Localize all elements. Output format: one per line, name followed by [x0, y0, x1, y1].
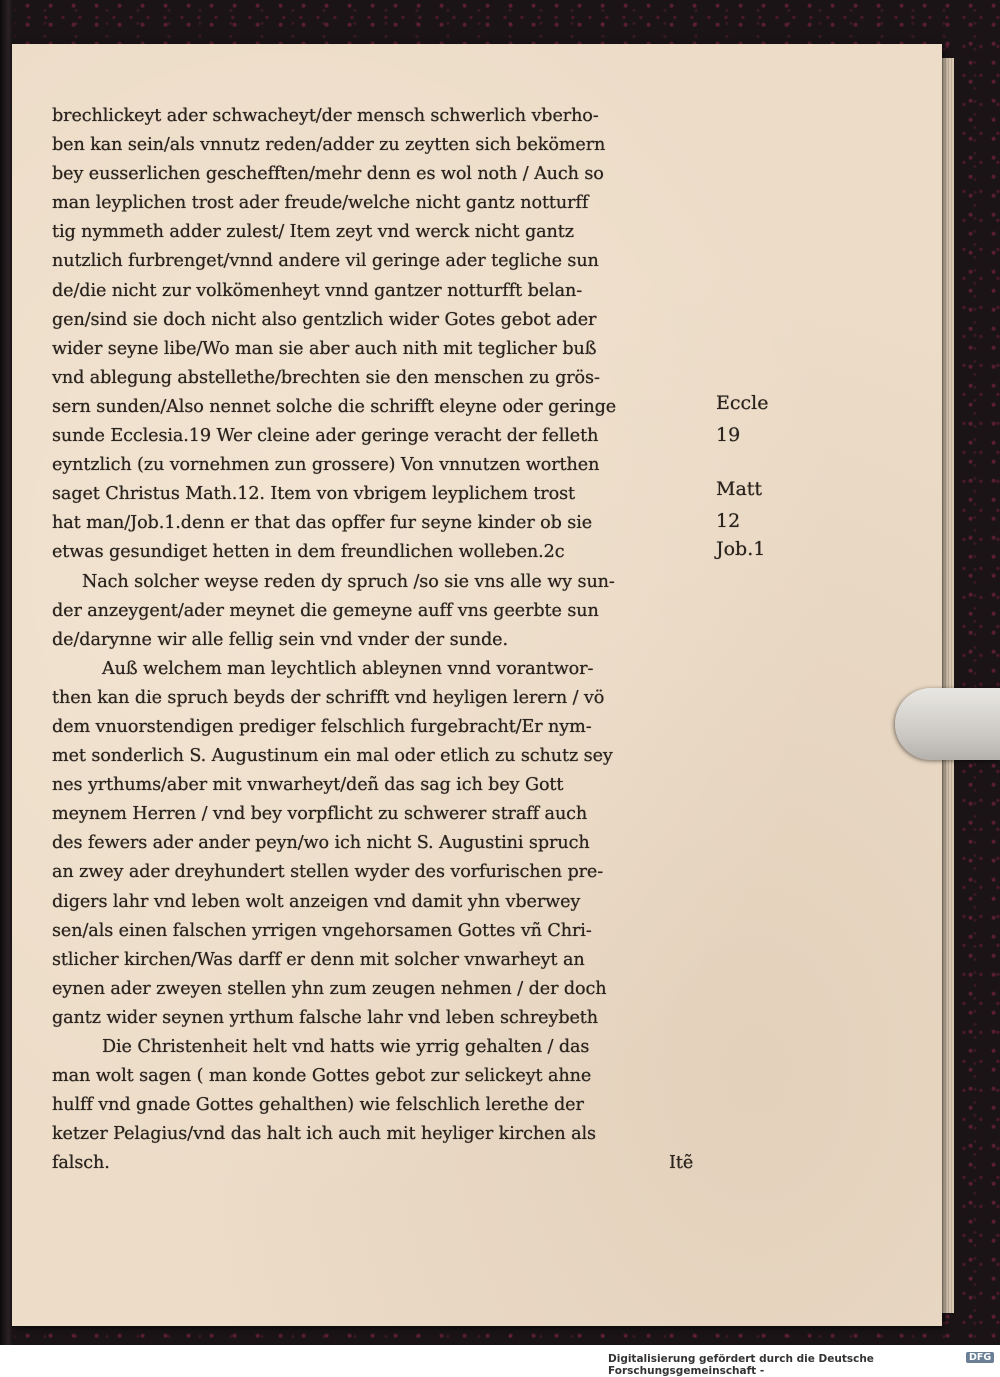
margin-note: Eccle	[716, 392, 769, 414]
text-line: man leyplichen trost ader freude/welche nicht gantz notturff	[52, 193, 589, 214]
text-line: saget Christus Math.12. Item von vbrigem leyplichem trost	[52, 484, 575, 505]
text-line: tig nymmeth adder zulest/ Item zeyt vnd werck nicht gantz	[52, 222, 574, 243]
text-line: stlicher kirchen/Was darff er denn mit solcher vnwarheyt an	[52, 949, 585, 970]
text-line: eynen ader zweyen stellen yhn zum zeugen nehmen / der doch	[52, 978, 607, 999]
text-line: sunde Ecclesia.19 Wer cleine ader geringe veracht der felleth	[52, 426, 599, 447]
catchword: Itẽ	[669, 1153, 694, 1174]
text-line: etwas gesundiget hetten in dem freundlichen wolleben.2c	[52, 542, 565, 563]
text-line: Auß welchem man leychtlich ableynen vnnd vorantwor-	[102, 658, 594, 679]
text-line: des fewers ader ander peyn/wo ich nicht S. Augustini spruch	[52, 833, 590, 854]
text-line: gen/sind sie doch nicht also gentzlich wider Gotes gebot ader	[52, 309, 597, 330]
text-line: eyntzlich (zu vornehmen zun grossere) Von vnnutzen worthen	[52, 455, 600, 476]
margin-note: 12	[716, 510, 741, 532]
text-line: de/die nicht zur volkömenheyt vnnd gantzer notturfft belan-	[52, 280, 583, 301]
text-line: nutzlich furbrenget/vnnd andere vil geringe ader tegliche sun	[52, 251, 599, 272]
dfg-logo: DFG	[966, 1352, 994, 1363]
text-line: meynem Herren / vnd bey vorpflicht zu schwerer straff auch	[52, 804, 588, 825]
text-line: man wolt sagen ( man konde Gottes gebot zur selickeyt ahne	[52, 1066, 592, 1087]
margin-note: Job.1	[716, 538, 766, 560]
text-line: ben kan sein/als vnnutz reden/adder zu zeytten sich bekömern	[52, 135, 606, 156]
text-line: ketzer Pelagius/vnd das halt ich auch mit heyliger kirchen als	[52, 1124, 596, 1145]
page-edge	[940, 58, 954, 1313]
text-line: sen/als einen falschen yrrigen vngehorsamen Gottes vñ Chri-	[52, 920, 592, 941]
text-line: wider seyne libe/Wo man sie aber auch nith mit teglicher buß	[52, 338, 597, 359]
text-line: bey eusserlichen geschefften/mehr denn es wol noth / Auch so	[52, 164, 604, 185]
text-line: hat man/Job.1.denn er that das opffer fur seyne kinder ob sie	[52, 513, 593, 534]
digitization-credit: Digitalisierung gefördert durch die Deutsche Forschungsgemeinschaft -	[608, 1353, 874, 1377]
text-line: der anzeygent/ader meynet die gemeyne auff vns geerbte sun	[52, 600, 599, 621]
text-line: dem vnuorstendigen prediger felschlich furgebracht/Er nym-	[52, 716, 592, 737]
last-line	[52, 1149, 712, 1178]
text-line: hulff vnd gnade Gottes gehalthen) wie felschlich lerethe der	[52, 1095, 584, 1116]
text-line: de/darynne wir alle fellig sein vnd vnder der sunde.	[52, 629, 508, 650]
archival-clip	[895, 688, 1000, 760]
text-line: gantz wider seynen yrthum falsche lahr vnd leben schreybeth	[52, 1007, 598, 1028]
text-line: Die Christenheit helt vnd hatts wie yrrig gehalten / das	[102, 1037, 590, 1057]
text-line: nes yrthums/aber mit vnwarheyt/deñ das sag ich bey Gott	[52, 775, 564, 796]
body-text	[52, 102, 712, 1178]
text-line: vnd ablegung abstellethe/brechten sie den menschen zu grös-	[52, 367, 600, 388]
margin-note: 19	[716, 424, 741, 446]
text-line: met sonderlich S. Augustinum ein mal oder etlich zu schutz sey	[52, 746, 613, 767]
text-line: an zwey ader dreyhundert stellen wyder des vorfurischen pre-	[52, 862, 604, 883]
text-line: Nach solcher weyse reden dy spruch /so sie vns alle wy sun-	[82, 571, 615, 592]
text-line: digers lahr vnd leben wolt anzeigen vnd damit yhn vberwey	[52, 891, 581, 912]
margin-note: Matt	[716, 478, 763, 500]
text-line: brechlickeyt ader schwacheyt/der mensch schwerlich vberho-	[52, 106, 599, 126]
text-line: then kan die spruch beyds der schrifft vnd heyligen lerern / vö	[52, 687, 605, 708]
text-line: falsch.	[52, 1153, 110, 1174]
text-line: sern sunden/Also nennet solche die schrifft eleyne oder geringe	[52, 396, 617, 417]
